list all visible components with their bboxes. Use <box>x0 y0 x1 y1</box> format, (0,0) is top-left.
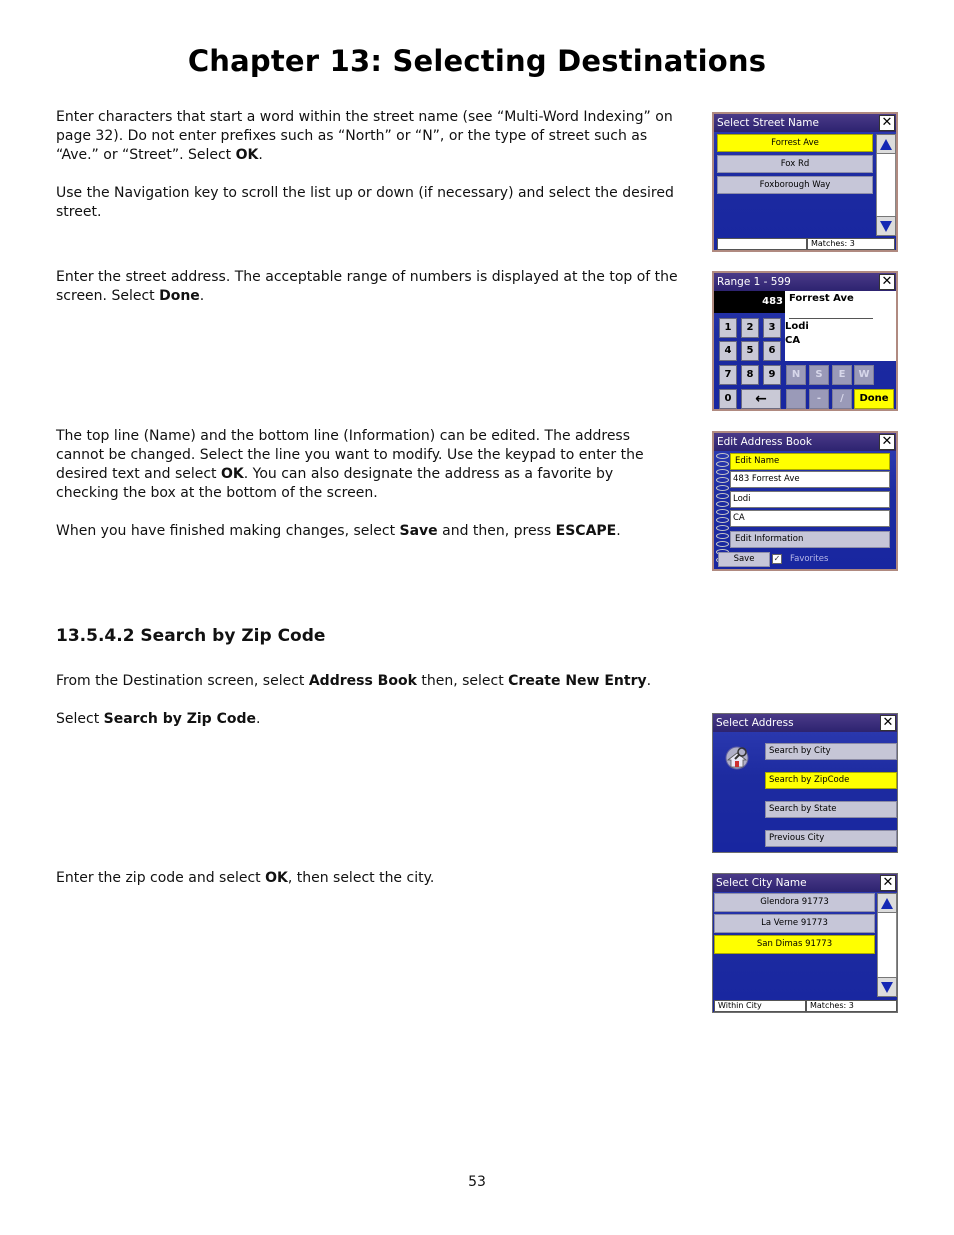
scroll-down-arrow-icon[interactable] <box>876 216 896 236</box>
keypad-key[interactable]: 5 <box>741 341 759 361</box>
keypad-key[interactable]: 8 <box>741 365 759 385</box>
select-street-screen <box>712 112 898 252</box>
paragraph-street-name-entry: Enter characters that start a word within the street name (see “Multi-Word Indexing” on page 32). Do not enter prefixes such as “North” or “N”, or the type of street such as “Ave.” or “Street”. Select OK. <box>56 109 673 163</box>
direction-key-e[interactable]: E <box>832 365 852 385</box>
matches-count: Matches: 3 <box>806 1000 897 1012</box>
direction-key-w[interactable]: W <box>854 365 874 385</box>
street-line: Forrest Ave <box>789 293 854 304</box>
screen-title: Select City Name <box>713 874 897 892</box>
edit-address-book-screen <box>712 431 898 571</box>
keypad-key[interactable]: 9 <box>763 365 781 385</box>
done-button[interactable]: Done <box>854 389 894 409</box>
city-line: Lodi <box>785 321 809 332</box>
address-preview <box>785 291 898 361</box>
favorites-checkbox[interactable]: ✓ <box>773 554 781 563</box>
range-keypad-screen <box>712 271 898 411</box>
scroll-up-arrow-icon[interactable] <box>877 893 897 913</box>
street-item[interactable]: Fox Rd <box>717 155 873 173</box>
chapter-title: Chapter 13: Selecting Destinations <box>187 44 767 78</box>
scroll-up-arrow-icon[interactable] <box>876 134 896 154</box>
backspace-button[interactable] <box>741 389 781 409</box>
select-address-screen <box>712 713 898 853</box>
page-number: 53 <box>468 1174 486 1190</box>
keypad-key[interactable]: 0 <box>719 389 737 409</box>
divider <box>789 318 873 319</box>
street-item[interactable]: Forrest Ave <box>717 134 873 152</box>
menu-search-by-zipcode[interactable]: Search by ZipCode <box>765 772 897 789</box>
edit-information-line[interactable]: Edit Information <box>730 531 890 548</box>
slash-key[interactable]: / <box>832 389 852 409</box>
city-line: Lodi <box>730 491 890 508</box>
spiral-binding-icon <box>716 477 729 483</box>
screen-title: Range 1 - 599 <box>714 273 896 291</box>
direction-key-s[interactable]: S <box>809 365 829 385</box>
matches-count: Matches: 3 <box>807 238 895 250</box>
spiral-binding-icon <box>716 493 729 499</box>
close-icon[interactable]: ✕ <box>879 274 895 290</box>
spiral-binding-icon <box>716 461 729 467</box>
close-icon[interactable]: ✕ <box>880 875 896 891</box>
close-icon[interactable]: ✕ <box>879 434 895 450</box>
favorites-label: Favorites <box>790 554 829 564</box>
keypad-key[interactable]: 3 <box>763 318 781 338</box>
blank-key[interactable] <box>786 389 806 409</box>
street-item[interactable]: Foxborough Way <box>717 176 873 194</box>
close-icon[interactable]: ✕ <box>880 715 896 731</box>
spiral-binding-icon <box>716 485 729 491</box>
direction-key-n[interactable]: N <box>786 365 806 385</box>
spiral-binding-icon <box>716 517 729 523</box>
screen-title: Select Address <box>713 714 897 732</box>
city-item[interactable]: La Verne 91773 <box>714 914 875 933</box>
paragraph-select-zip-search: Select Search by Zip Code. <box>56 711 261 727</box>
address-search-icon <box>723 744 751 772</box>
state-line: CA <box>730 510 890 527</box>
within-city-label: Within City <box>714 1000 806 1012</box>
keypad-key[interactable]: 2 <box>741 318 759 338</box>
number-entry-field[interactable]: 483 <box>714 291 785 313</box>
menu-search-by-state[interactable]: Search by State <box>765 801 897 818</box>
screen-title: Select Street Name <box>714 114 896 132</box>
spiral-binding-icon <box>716 453 729 459</box>
city-item[interactable]: Glendora 91773 <box>714 893 875 912</box>
spiral-binding-icon <box>716 533 729 539</box>
spiral-binding-icon <box>716 509 729 515</box>
status-left <box>717 238 807 250</box>
paragraph-save-changes: When you have finished making changes, select Save and then, press ESCAPE. <box>56 523 621 539</box>
keypad-key[interactable]: 1 <box>719 318 737 338</box>
paragraph-enter-zip: Enter the zip code and select OK, then select the city. <box>56 870 435 886</box>
paragraph-edit-lines: The top line (Name) and the bottom line (Information) can be edited. The address cannot be changed. Select the line you want to modify. Use the keypad to enter the desired text and select OK. You can also designate the address as a favorite by checking the box at the bottom of the screen. <box>56 428 644 501</box>
screen-title: Edit Address Book <box>714 433 896 451</box>
scroll-down-arrow-icon[interactable] <box>877 977 897 997</box>
edit-name-line[interactable]: Edit Name <box>730 453 890 470</box>
keypad-key[interactable]: 6 <box>763 341 781 361</box>
paragraph-navigation-scroll: Use the Navigation key to scroll the list up or down (if necessary) and select the desired street. <box>56 185 674 220</box>
dash-key[interactable]: - <box>809 389 829 409</box>
menu-previous-city[interactable]: Previous City <box>765 830 897 847</box>
save-button[interactable]: Save <box>718 552 770 567</box>
back-arrow-icon: ← <box>755 391 767 407</box>
paragraph-street-address: Enter the street address. The acceptable range of numbers is displayed at the top of the screen. Select Done. <box>56 269 678 304</box>
spiral-binding-icon <box>716 469 729 475</box>
address-line: 483 Forrest Ave <box>730 471 890 488</box>
spiral-binding-icon <box>716 525 729 531</box>
keypad-key[interactable]: 7 <box>719 365 737 385</box>
close-icon[interactable]: ✕ <box>879 115 895 131</box>
spiral-binding-icon <box>716 501 729 507</box>
select-city-screen <box>712 873 898 1013</box>
paragraph-destination-screen: From the Destination screen, select Address Book then, select Create New Entry. <box>56 673 652 689</box>
menu-search-by-city[interactable]: Search by City <box>765 743 897 760</box>
spiral-binding-icon <box>716 541 729 547</box>
keypad-key[interactable]: 4 <box>719 341 737 361</box>
city-item[interactable]: San Dimas 91773 <box>714 935 875 954</box>
section-heading: 13.5.4.2 Search by Zip Code <box>56 626 326 646</box>
state-line: CA <box>785 335 801 346</box>
